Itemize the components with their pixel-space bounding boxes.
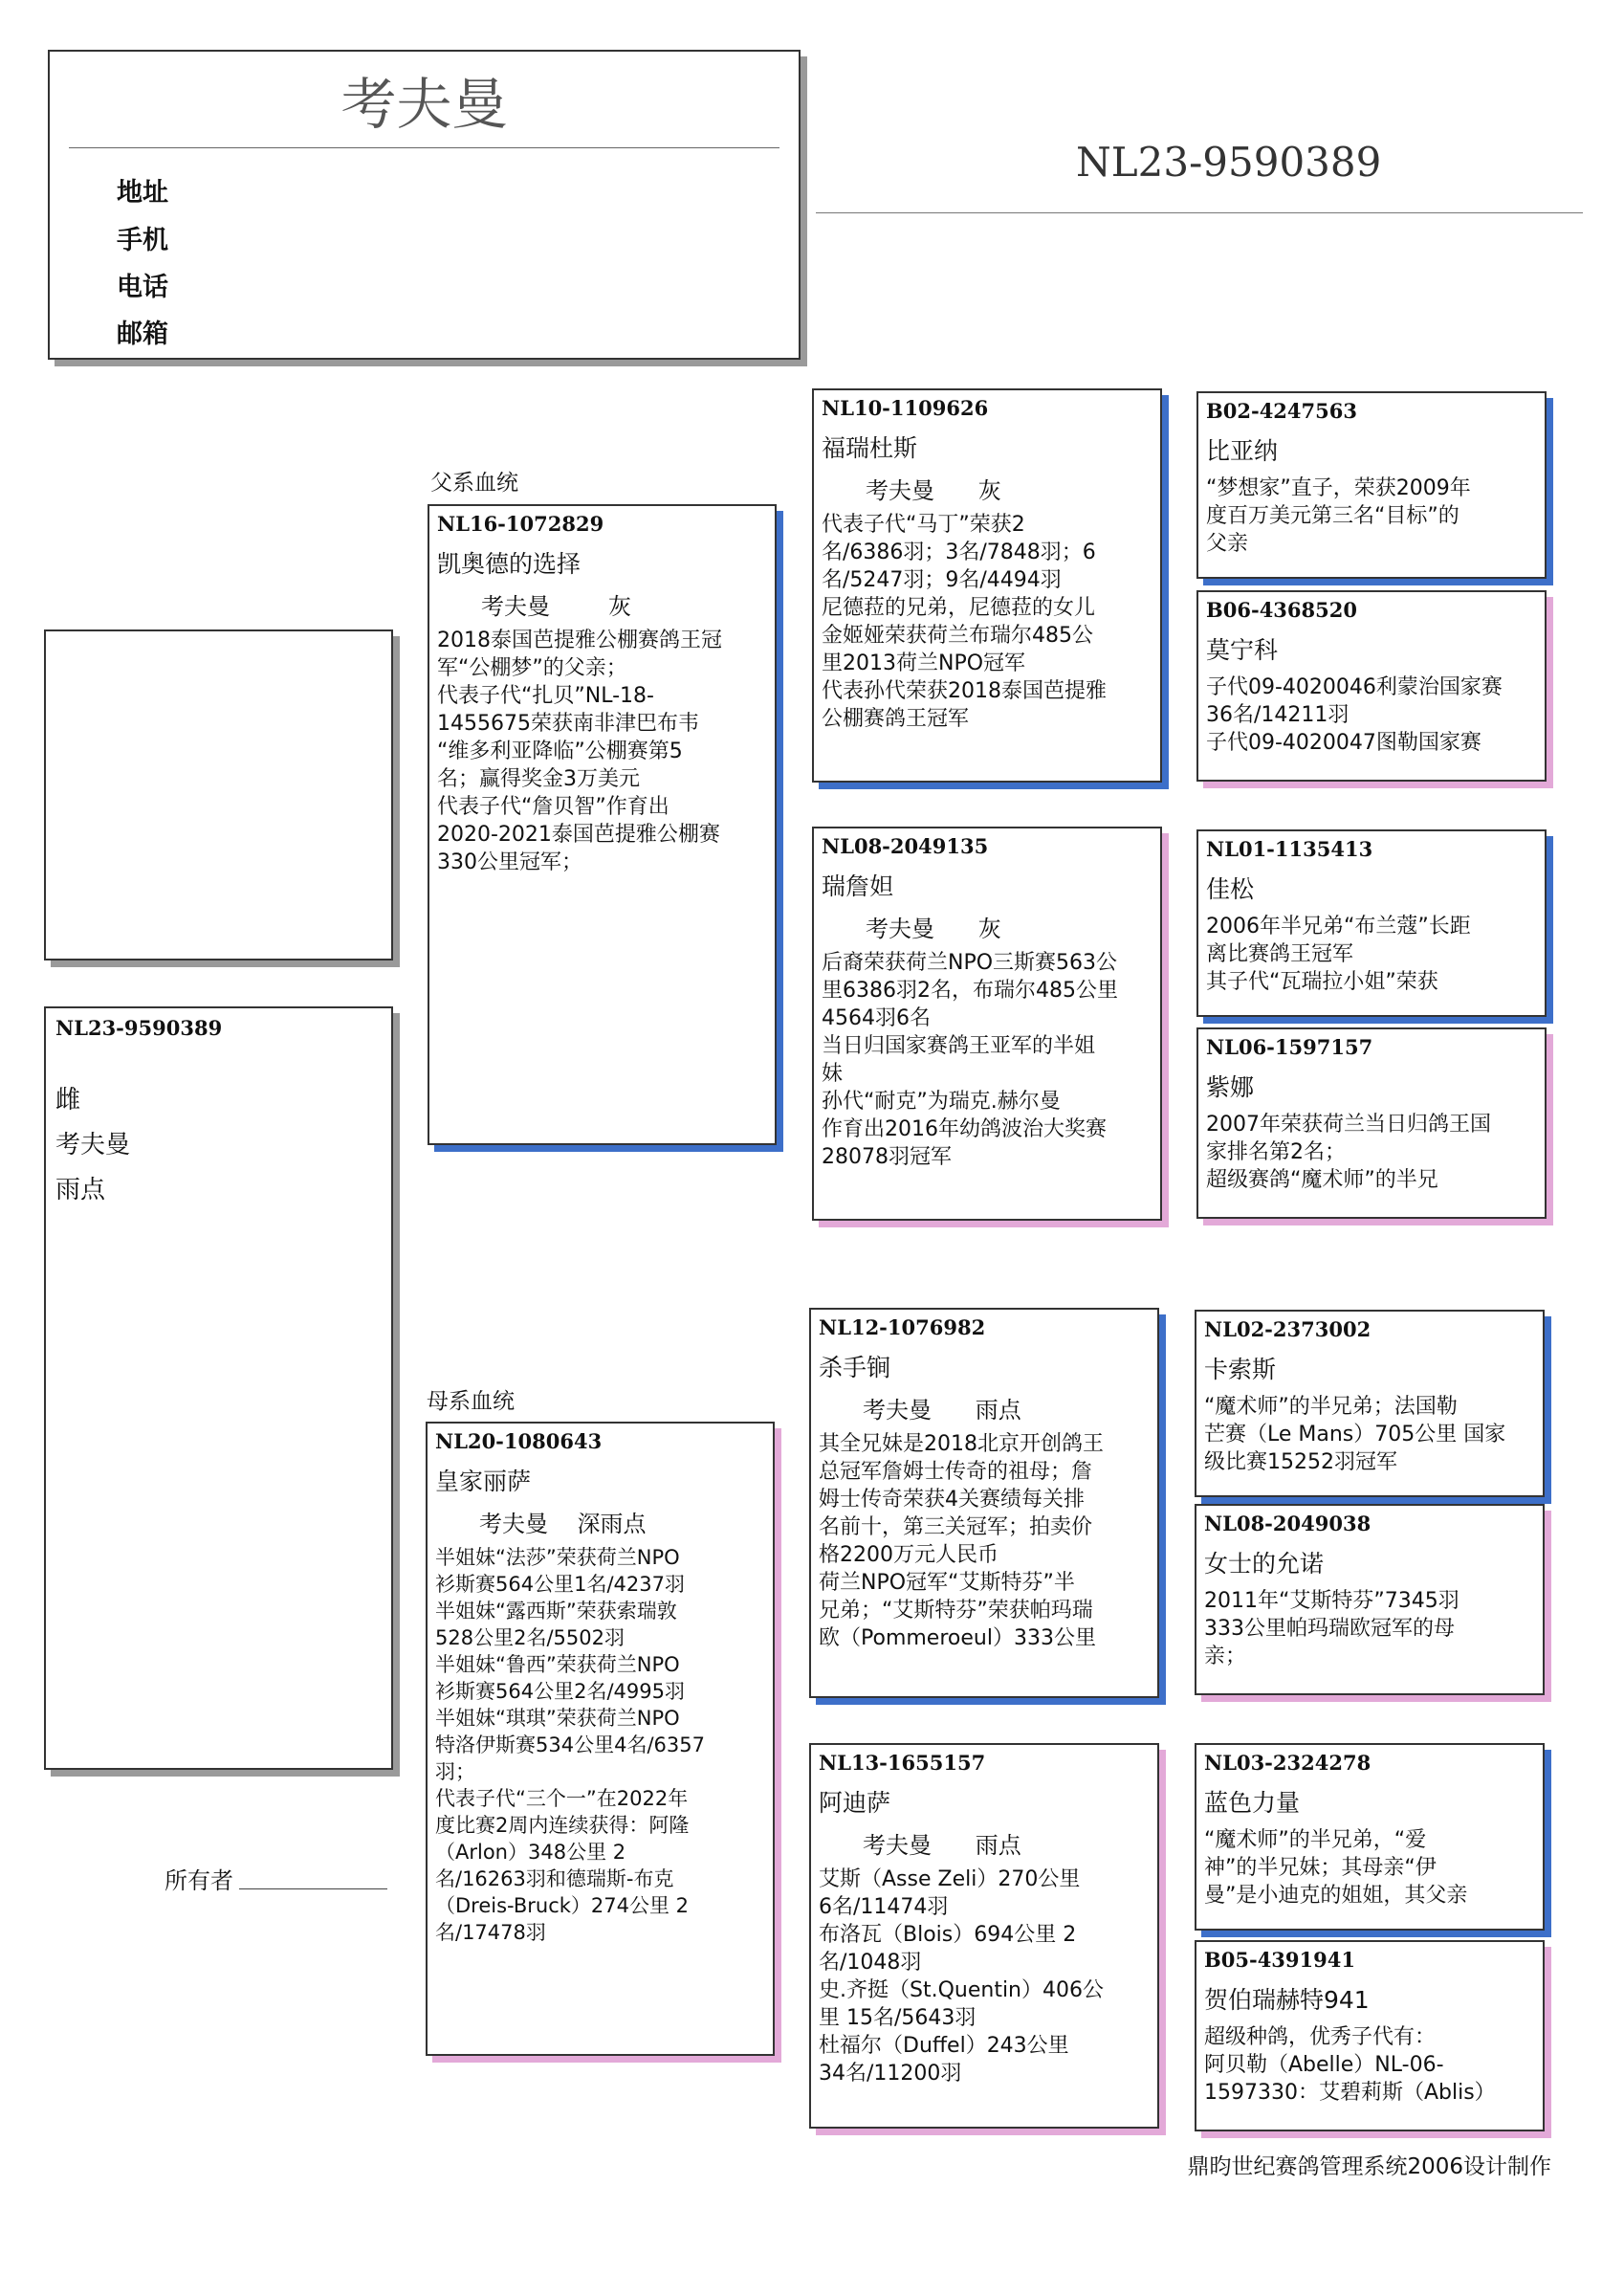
gp-ss-description: 代表子代“马丁”荣获2 名/6386羽；3名/7848羽；6 名/5247羽；9名/4494羽 尼德菈的兄弟，尼德菈的女儿 金姬娅荣获荷兰布瑞尔485公 里2013荷兰NPO冠军 代表孙代荣获2018泰国芭提雅 公棚赛鸽王冠军	[822, 513, 1107, 731]
gp-sd-description: 后裔荣获荷兰NPO三斯赛563公 里6386羽2名，布瑞尔485公里 4564羽6名 当日归国家赛鸽王亚军的半姐 妹 孙代“耐克”为瑞克.赫尔曼 作育出2016年幼鸽波治大奖赛 28078羽冠军	[822, 951, 1118, 1169]
ring-divider	[816, 212, 1583, 213]
ggp-5-description: “魔术师”的半兄弟；法国勒 芒赛（Le Mans）705公里 国家 级比赛15252羽冠军	[1204, 1395, 1506, 1474]
ggp-1-description: “梦想家”直子，荣获2009年 度百万美元第三名“目标”的 父亲	[1206, 476, 1471, 556]
dam-card	[426, 1422, 775, 2056]
ggp-5-ring: NL02-2373002	[1204, 1317, 1372, 1341]
subject-card	[44, 1006, 393, 1770]
ggp-8-ring: B05-4391941	[1204, 1948, 1355, 1972]
dam-ring: NL20-1080643	[435, 1429, 603, 1453]
subject-ring-number: NL23-9590389	[1076, 139, 1382, 186]
email-label: 邮箱	[117, 320, 168, 349]
gp-ds-strain: 考夫曼	[863, 1397, 932, 1424]
ggp-6-ring: NL08-2049038	[1204, 1512, 1372, 1535]
ggp-4-name: 紫娜	[1206, 1073, 1255, 1101]
ggp-2-name: 莫宁科	[1206, 636, 1279, 664]
ggp-6-name: 女士的允诺	[1204, 1550, 1325, 1578]
loft-title: 考夫曼	[340, 72, 508, 137]
maternal-label: 母系血统	[427, 1389, 515, 1414]
gp-ss-strain: 考夫曼	[866, 477, 934, 504]
ggp-2-ring: B06-4368520	[1206, 598, 1357, 622]
gp-sd-strain: 考夫曼	[866, 916, 934, 942]
header-divider	[69, 147, 779, 148]
subject-sex: 雌	[55, 1086, 81, 1115]
dam-color: 深雨点	[577, 1511, 647, 1537]
gp-ds-name: 杀手锏	[819, 1354, 891, 1381]
ggp-5-name: 卡索斯	[1204, 1356, 1277, 1383]
sire-color: 灰	[608, 593, 632, 620]
mobile-label: 手机	[117, 226, 168, 255]
ggp-4-ring: NL06-1597157	[1206, 1035, 1373, 1059]
gp-sd-ring: NL08-2049135	[822, 834, 989, 858]
ggp-1-ring: B02-4247563	[1206, 399, 1357, 423]
ggp-card-3	[1196, 829, 1547, 1017]
ggp-card-4	[1196, 1027, 1547, 1219]
ggp-7-name: 蓝色力量	[1204, 1789, 1301, 1817]
owner-signature-line	[239, 1888, 387, 1889]
ggp-3-name: 佳松	[1206, 875, 1255, 903]
gp-ds-description: 其全兄妹是2018北京开创鸽王 总冠军詹姆士传奇的祖母；詹 姆士传奇荣获4关赛绩每关排 名前十，第三关冠军；拍卖价 格2200万元人民币 荷兰NPO冠军“艾斯特芬”半 兄弟；“艾斯特芬”荣获帕玛瑞 欧（Pommeroeul）333公里	[819, 1432, 1104, 1650]
paternal-label: 父系血统	[430, 471, 518, 496]
ggp-6-description: 2011年“艾斯特芬”7345羽 333公里帕玛瑞欧冠军的母 亲；	[1204, 1589, 1459, 1668]
photo-frame	[44, 629, 393, 960]
grandsire-dam-card	[809, 1308, 1159, 1698]
sire-ring: NL16-1072829	[437, 512, 604, 536]
gp-ss-name: 福瑞杜斯	[822, 434, 918, 462]
sire-description: 2018泰国芭提雅公棚赛鸽王冠 军“公棚梦”的父亲； 代表子代“扎贝”NL-18- 1455675荣获南非津巴布韦 “维多利亚降临”公棚赛第5 名；赢得奖金3万美元 代表子代“詹贝智”作育出 2020-2021泰国芭提雅公棚赛 330公里冠军；	[437, 629, 722, 874]
ggp-8-description: 超级种鸽，优秀子代有： 阿贝勒（Abelle）NL-06- 1597330：艾碧莉斯（Ablis）	[1204, 2025, 1496, 2105]
gp-ss-meta	[822, 472, 1152, 505]
gp-sd-name: 瑞詹妲	[822, 872, 894, 900]
address-label: 地址	[117, 178, 168, 208]
grandsire-sire-card	[812, 388, 1162, 783]
dam-name: 皇家丽萨	[435, 1468, 532, 1495]
sire-card	[428, 504, 777, 1145]
ggp-8-name: 贺伯瑞赫特941	[1204, 1986, 1370, 2014]
ggp-card-1	[1196, 391, 1547, 579]
ggp-4-description: 2007年荣获荷兰当日归鸽王国 家排名第2名； 超级赛鸽“魔术师”的半兄	[1206, 1113, 1491, 1192]
gp-ss-color: 灰	[977, 477, 1001, 504]
ggp-7-description: “魔术师”的半兄弟，“爱 神”的半兄妹；其母亲“伊 曼”是小迪克的姐姐，其父亲	[1204, 1828, 1468, 1908]
ggp-card-8	[1195, 1940, 1545, 2131]
gp-dd-description: 艾斯（Asse Zeli）270公里 6名/11474羽 布洛瓦（Blois）694公里 2 名/1048羽 史.齐挺（St.Quentin）406公 里 15名/5643羽 杜福尔（Duffel）243公里 34名/11200羽	[819, 1867, 1104, 2086]
sire-name: 凯奥德的选择	[437, 550, 582, 578]
gp-dd-strain: 考夫曼	[863, 1832, 932, 1859]
ggp-7-ring: NL03-2324278	[1204, 1751, 1372, 1775]
sire-strain: 考夫曼	[481, 593, 550, 620]
sire-meta	[437, 587, 767, 621]
gp-ss-ring: NL10-1109626	[822, 396, 989, 420]
owner-label: 所有者	[165, 1867, 233, 1894]
gp-dd-name: 阿迪萨	[819, 1789, 891, 1817]
subject-card-ring: NL23-9590389	[55, 1016, 223, 1040]
gp-sd-meta	[822, 910, 1152, 943]
ggp-3-description: 2006年半兄弟“布兰蔻”长距 离比赛鸽王冠军 其子代“瓦瑞拉小姐”荣获	[1206, 915, 1471, 994]
gp-ds-meta	[819, 1391, 1150, 1424]
ggp-2-description: 子代09-4020046利蒙治国家赛 36名/14211羽 子代09-4020047图勒国家赛	[1206, 675, 1503, 755]
dam-meta	[435, 1505, 765, 1538]
gp-dd-ring: NL13-1655157	[819, 1751, 986, 1775]
subject-strain: 考夫曼	[55, 1131, 131, 1159]
phone-label: 电话	[117, 273, 168, 302]
gp-dd-color: 雨点	[975, 1832, 1021, 1859]
gp-ds-ring: NL12-1076982	[819, 1315, 986, 1339]
ggp-1-name: 比亚纳	[1206, 437, 1279, 465]
footer-credit: 鼎昀世纪赛鸽管理系统2006设计制作	[1187, 2154, 1551, 2179]
granddam-dam-card	[809, 1743, 1159, 2129]
gp-sd-color: 灰	[977, 916, 1001, 942]
dam-strain: 考夫曼	[479, 1511, 548, 1537]
gp-dd-meta	[819, 1826, 1150, 1860]
ggp-card-5	[1195, 1310, 1545, 1497]
ggp-card-7	[1195, 1743, 1545, 1931]
dam-description: 半姐妹“法莎”荣获荷兰NPO 衫斯赛564公里1名/4237羽 半姐妹“露西斯”荣获索瑞敦 528公里2名/5502羽 半姐妹“鲁西”荣获荷兰NPO 衫斯赛564公里2名/4995羽 半姐妹“琪琪”荣获荷兰NPO 特洛伊斯赛534公里4名/6357 羽； 代表子代“三个一”在2022年 度比赛2周内连续获得：阿隆 （Arlon）348公里 2 名/16263羽和德瑞斯-布克 （Dreis-Bruck）274公里 2 名/17478羽	[435, 1546, 705, 1944]
granddam-sire-card	[812, 827, 1162, 1221]
ggp-card-6	[1195, 1504, 1545, 1695]
ggp-3-ring: NL01-1135413	[1206, 837, 1373, 861]
owner-header-box	[48, 50, 801, 360]
subject-color: 雨点	[55, 1176, 106, 1204]
gp-ds-color: 雨点	[975, 1397, 1021, 1424]
ggp-card-2	[1196, 590, 1547, 782]
